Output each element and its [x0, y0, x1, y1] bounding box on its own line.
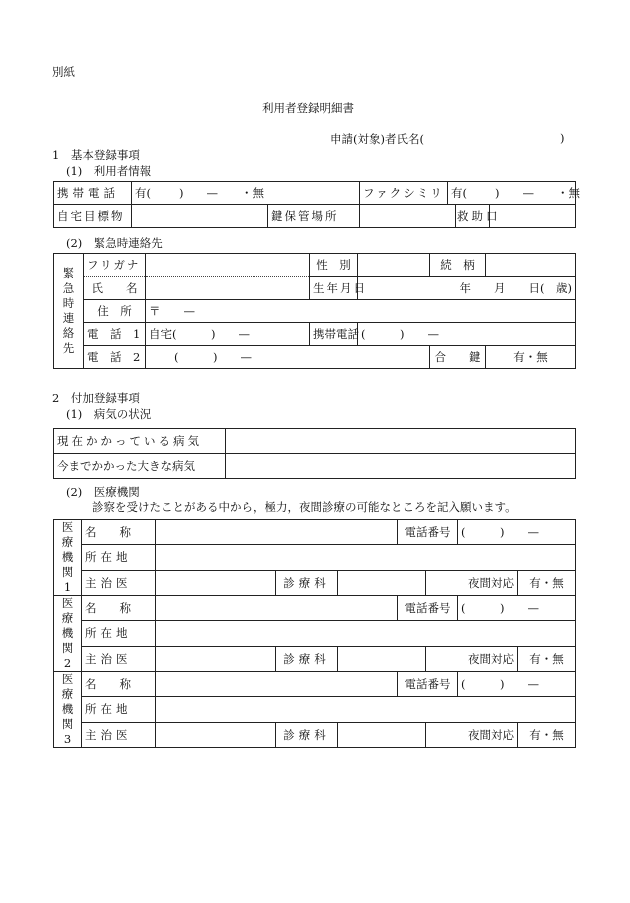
- institution-1-name-field[interactable]: [156, 520, 398, 545]
- institution-1-doctor-field[interactable]: [156, 570, 276, 595]
- institution-2-doctor-label: 主治医: [82, 646, 156, 671]
- past-illness-field[interactable]: [226, 454, 576, 479]
- gender-field[interactable]: [358, 254, 430, 277]
- institution-1-side-label: 医 療 機 関 1: [54, 520, 82, 596]
- institution-2-department-field[interactable]: [338, 646, 426, 671]
- spare-key-label: 合 鍵: [430, 346, 486, 369]
- institution-3-night-label: 夜間対応: [426, 722, 518, 747]
- institution-3-doctor-label: 主治医: [82, 722, 156, 747]
- applicant-name-close: ): [560, 131, 565, 145]
- applicant-name-label: 申請(対象)者氏名(: [330, 132, 424, 146]
- dob-field[interactable]: 年 月 日( 歳): [358, 277, 576, 300]
- key-location-label: 鍵保管場所: [268, 205, 360, 228]
- section2-heading: 2 付加登録事項: [52, 391, 140, 405]
- section1-heading: 1 基本登録事項: [52, 148, 140, 162]
- institution-3-name-label: 名 称: [82, 672, 156, 697]
- institution-2-name-field[interactable]: [156, 596, 398, 621]
- institution-1-phone-label: 電話番号: [398, 520, 458, 545]
- home-landmark-label: 自宅目標物: [54, 205, 132, 228]
- form-title: 利用者登録明細書: [262, 101, 354, 115]
- institution-2-phone-field[interactable]: ( ) —: [458, 596, 576, 621]
- gender-label: 性 別: [310, 254, 358, 277]
- address-label: 住 所: [84, 300, 146, 323]
- relation-label: 続 柄: [430, 254, 486, 277]
- phone1-label: 電 話 1: [84, 323, 146, 346]
- emergency-mobile-field[interactable]: ( ) —: [358, 323, 576, 346]
- institution-1-night-field[interactable]: 有・無: [518, 570, 576, 595]
- current-illness-field[interactable]: [226, 429, 576, 454]
- key-location-field[interactable]: [360, 205, 456, 228]
- institution-1-address-field[interactable]: [156, 545, 576, 570]
- phone2-field[interactable]: ( ) —: [146, 346, 430, 369]
- mobile-phone-field[interactable]: 有( ) — ・無: [132, 182, 360, 205]
- fax-label: ファクシミリ: [360, 182, 448, 205]
- furigana-label: フリガナ: [84, 254, 146, 277]
- address-field[interactable]: 〒 —: [146, 300, 576, 323]
- institution-1-address-label: 所在地: [82, 545, 156, 570]
- illness-table: [53, 428, 576, 479]
- attachment-label: 別紙: [52, 65, 75, 79]
- institution-1-department-field[interactable]: [338, 570, 426, 595]
- mobile-phone-label: 携帯電話: [54, 182, 132, 205]
- institution-3-doctor-field[interactable]: [156, 722, 276, 747]
- section1-sub1: (1) 利用者情報: [66, 164, 152, 178]
- past-illness-label: 今までかかった大きな病気: [54, 454, 226, 479]
- institution-2-department-label: 診療科: [276, 646, 338, 671]
- emergency-side-label: 緊 急 時 連 絡 先: [54, 254, 84, 369]
- name-field[interactable]: [146, 277, 310, 300]
- section2-sub2: (2) 医療機関: [66, 485, 140, 499]
- institution-2-address-field[interactable]: [156, 621, 576, 646]
- current-illness-label: 現在かかっている病気: [54, 429, 226, 454]
- furigana-field[interactable]: [146, 254, 310, 277]
- institution-3-side-label: 医 療 機 関 3: [54, 672, 82, 748]
- institution-2-phone-label: 電話番号: [398, 596, 458, 621]
- institution-3-name-field[interactable]: [156, 672, 398, 697]
- institution-1-phone-field[interactable]: ( ) —: [458, 520, 576, 545]
- relation-field[interactable]: [486, 254, 576, 277]
- section1-sub2: (2) 緊急時連絡先: [66, 236, 163, 250]
- section2-sub1: (1) 病気の状況: [66, 407, 152, 421]
- institution-1-doctor-label: 主治医: [82, 570, 156, 595]
- institution-3-department-field[interactable]: [338, 722, 426, 747]
- institution-3-address-label: 所在地: [82, 697, 156, 722]
- medical-institutions-table: [53, 519, 576, 748]
- user-info-table: [53, 181, 581, 228]
- institution-1-department-label: 診療科: [276, 570, 338, 595]
- institution-1-name-label: 名 称: [82, 520, 156, 545]
- dob-label: 生年月日: [310, 277, 358, 300]
- rescue-entrance-field[interactable]: [490, 205, 576, 228]
- medical-note: 診察を受けたことがある中から，極力，夜間診療の可能なところを記入願います。: [92, 500, 517, 514]
- emergency-mobile-label: 携帯電話: [310, 323, 358, 346]
- rescue-entrance-label: 救助口: [456, 205, 490, 228]
- phone2-label: 電 話 2: [84, 346, 146, 369]
- institution-2-side-label: 医 療 機 関 2: [54, 596, 82, 672]
- institution-3-department-label: 診療科: [276, 722, 338, 747]
- institution-2-night-field[interactable]: 有・無: [518, 646, 576, 671]
- spare-key-field[interactable]: 有・無: [486, 346, 576, 369]
- institution-3-night-field[interactable]: 有・無: [518, 722, 576, 747]
- home-landmark-field[interactable]: [132, 205, 268, 228]
- institution-2-name-label: 名 称: [82, 596, 156, 621]
- phone1-field[interactable]: 自宅( ) —: [146, 323, 310, 346]
- institution-3-address-field[interactable]: [156, 697, 576, 722]
- institution-1-night-label: 夜間対応: [426, 570, 518, 595]
- institution-2-doctor-field[interactable]: [156, 646, 276, 671]
- institution-3-phone-label: 電話番号: [398, 672, 458, 697]
- name-label: 氏 名: [84, 277, 146, 300]
- fax-field[interactable]: 有( ) — ・無: [448, 182, 576, 205]
- institution-3-phone-field[interactable]: ( ) —: [458, 672, 576, 697]
- emergency-contact-table: [53, 253, 576, 369]
- institution-2-address-label: 所在地: [82, 621, 156, 646]
- institution-2-night-label: 夜間対応: [426, 646, 518, 671]
